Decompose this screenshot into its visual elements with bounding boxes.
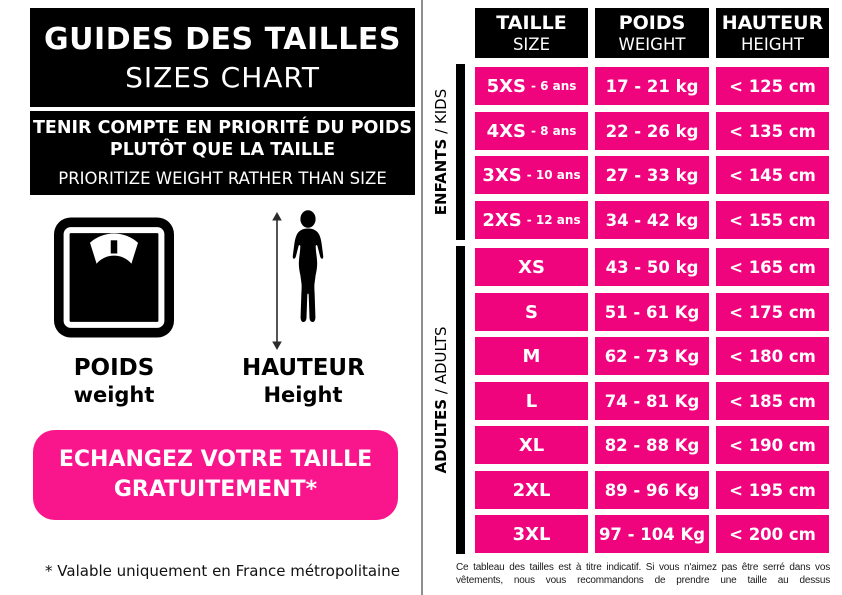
size-cell: [475, 337, 588, 375]
height-cell: < 125 cm: [716, 67, 829, 105]
size-value: 2XL: [512, 479, 551, 501]
adults-group-label: [428, 246, 454, 554]
table-row: [475, 293, 829, 331]
size-cell: [475, 515, 588, 553]
height-legend: [242, 354, 364, 408]
weight-cell: 34 - 42 kg: [595, 201, 709, 239]
age-value: - 6 ans: [530, 79, 577, 93]
priority-notice: [30, 111, 415, 195]
size-cell: [475, 156, 588, 194]
height-cell: < 195 cm: [716, 471, 829, 509]
height-cell: < 180 cm: [716, 337, 829, 375]
age-value: - 10 ans: [526, 168, 581, 182]
table-row: [475, 112, 829, 150]
age-value: - 8 ans: [530, 124, 577, 138]
table-row: [475, 201, 829, 239]
free-exchange-banner: [33, 430, 398, 520]
size-value: L: [525, 390, 538, 412]
size-value: 2XS: [482, 209, 522, 231]
size-value: XS: [518, 256, 545, 278]
col-size-en: SIZE: [512, 34, 551, 54]
size-value: 5XS: [486, 75, 526, 97]
size-cell: [475, 248, 588, 286]
table-row: [475, 337, 829, 375]
person-silhouette-icon: [284, 209, 332, 349]
weight-cell: 89 - 96 Kg: [595, 471, 709, 509]
column-header-size: [475, 8, 588, 58]
weight-cell: 82 - 88 Kg: [595, 426, 709, 464]
weight-cell: 62 - 73 Kg: [595, 337, 709, 375]
height-legend-fr: HAUTEUR: [242, 355, 365, 381]
kids-label-separator: /: [432, 124, 450, 139]
free-exchange-line2: GRATUITEMENT*: [113, 477, 318, 502]
size-cell: [475, 112, 588, 150]
kids-label-fr: ENFANTS: [432, 138, 450, 216]
col-size-fr: TAILLE: [496, 11, 567, 34]
kids-group-label: [428, 64, 454, 240]
col-height-fr: HAUTEUR: [721, 11, 824, 34]
size-cell: [475, 201, 588, 239]
adults-label-fr: ADULTES: [432, 398, 450, 474]
col-weight-en: WEIGHT: [618, 34, 686, 54]
page-title-en: SIZES CHART: [125, 60, 320, 94]
weight-legend: [53, 354, 175, 408]
height-legend-en: Height: [263, 383, 343, 407]
size-value: 4XS: [486, 120, 526, 142]
notice-en: PRIORITIZE WEIGHT RATHER THAN SIZE: [58, 169, 387, 188]
adults-group-bar: [456, 246, 465, 554]
notice-fr-line1: TENIR COMPTE EN PRIORITÉ DU POIDS: [32, 118, 413, 138]
size-value: S: [525, 301, 538, 323]
height-cell: < 155 cm: [716, 201, 829, 239]
height-cell: < 175 cm: [716, 293, 829, 331]
size-cell: [475, 471, 588, 509]
kids-group-bar: [456, 64, 465, 240]
table-row: [475, 515, 829, 553]
weight-cell: 17 - 21 kg: [595, 67, 709, 105]
column-header-weight: [595, 8, 709, 58]
table-caption: Ce tableau des tailles est à titre indicatif. Si vous n'aimez pas être serré dans vos vêtements, nous vous recommandons de prendre une taille au dessus: [456, 562, 830, 586]
footnote: * Valable uniquement en France métropolitaine: [45, 562, 400, 580]
free-exchange-line1: ECHANGEZ VOTRE TAILLE: [58, 447, 373, 472]
height-cell: < 185 cm: [716, 382, 829, 420]
height-cell: < 190 cm: [716, 426, 829, 464]
size-value: XL: [518, 434, 545, 456]
size-cell: [475, 293, 588, 331]
height-cell: < 145 cm: [716, 156, 829, 194]
adults-label-en: ADULTS: [432, 326, 450, 385]
weight-scale-icon: [54, 217, 174, 338]
weight-cell: 43 - 50 kg: [595, 248, 709, 286]
weight-cell: 51 - 61 Kg: [595, 293, 709, 331]
age-value: - 12 ans: [526, 213, 581, 227]
page-title: [30, 8, 415, 107]
height-arrow-icon: [271, 212, 283, 350]
weight-legend-fr: POIDS: [73, 355, 155, 381]
column-header-height: [716, 8, 829, 58]
weight-cell: 27 - 33 kg: [595, 156, 709, 194]
height-cell: < 165 cm: [716, 248, 829, 286]
size-cell: [475, 382, 588, 420]
weight-cell: 22 - 26 kg: [595, 112, 709, 150]
weight-cell: 74 - 81 Kg: [595, 382, 709, 420]
size-value: 3XS: [482, 164, 522, 186]
col-weight-fr: POIDS: [618, 11, 686, 34]
page-title-fr: GUIDES DES TAILLES: [44, 21, 401, 57]
vertical-divider: [421, 0, 423, 595]
size-cell: [475, 67, 588, 105]
adults-label-separator: /: [432, 384, 450, 399]
col-height-en: HEIGHT: [741, 34, 804, 54]
table-row: [475, 382, 829, 420]
table-row: [475, 471, 829, 509]
size-value: M: [522, 345, 541, 367]
size-cell: [475, 426, 588, 464]
table-row: [475, 248, 829, 286]
height-cell: < 200 cm: [716, 515, 829, 553]
table-row: [475, 426, 829, 464]
kids-label-en: KIDS: [432, 88, 450, 125]
weight-cell: 97 - 104 Kg: [595, 515, 709, 553]
height-cell: < 135 cm: [716, 112, 829, 150]
weight-legend-en: weight: [73, 383, 155, 407]
notice-fr-line2: PLUTÔT QUE LA TAILLE: [109, 140, 336, 160]
table-row: [475, 67, 829, 105]
table-row: [475, 156, 829, 194]
size-value: 3XL: [512, 523, 551, 545]
